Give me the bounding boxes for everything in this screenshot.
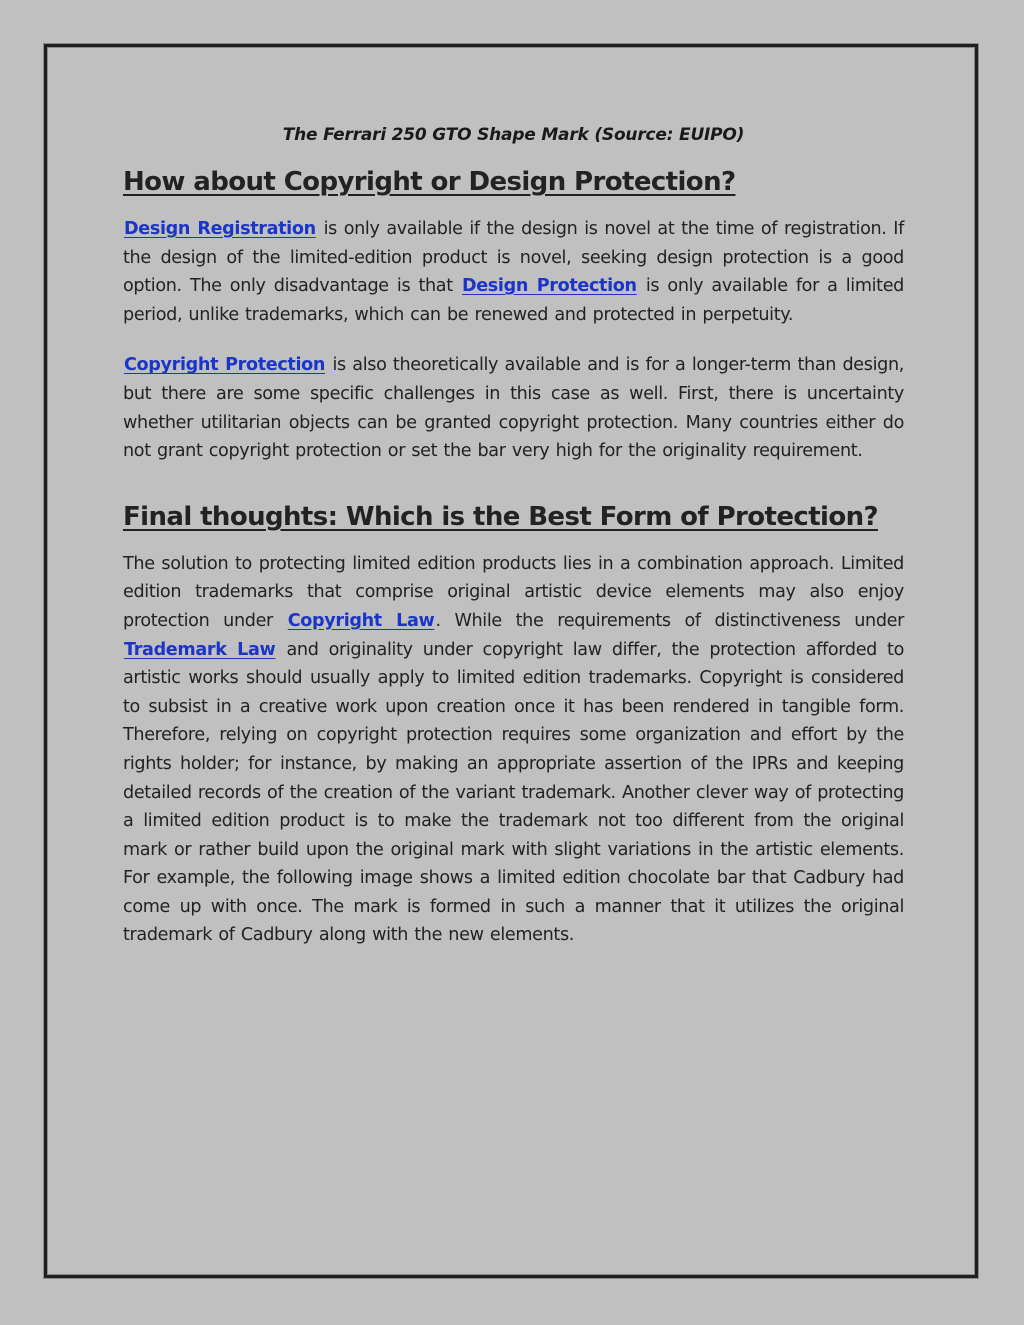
paragraph-text: and originality under copyright law differ, the protection afforded to artistic works should usually apply to limited edition trademarks. Copyright is considered to subsist in a creative work upon creation once it has been rendered in tangible form. Therefore, relying on copyright protection requires some organization and effort by the rights holder; for instance, by making an appropriate assertion of the IPRs and keeping detailed records of the creation of the variant trademark. Another clever way of protecting a limited edition product is to make the trademark not too different from the original mark or rather build upon the original mark with slight variations in the artistic elements. For example, the following image shows a limited edition chocolate bar that Cadbury had come up with once. The mark is formed in such a manner that it utilizes the original trademark of Cadbury along with the new elements. [123, 639, 904, 946]
section-heading-copyright-design: How about Copyright or Design Protection? [123, 167, 736, 197]
paragraph-text: . While the requirements of distinctiveness under [435, 610, 905, 631]
paragraph-text: is only available if the design is novel at the time of registration. If the design of the limited-edition product is novel, seeking design protection is a good option. The only disadvantage is that [123, 219, 904, 297]
paragraph-text: The solution to protecting limited edition products lies in a combination approach. Limited edition trademarks that comprise original artistic device elements may also enjoy protection under [123, 553, 904, 631]
design-registration-link[interactable]: Design Registration [124, 219, 316, 239]
document-content [123, 125, 904, 972]
paragraph-solution [123, 550, 904, 950]
page-frame [44, 44, 978, 1278]
image-caption: The Ferrari 250 GTO Shape Mark (Source: EUIPO) [282, 125, 745, 145]
trademark-law-link[interactable]: Trademark Law [124, 639, 276, 660]
paragraph-copyright-protection [123, 351, 904, 465]
paragraph-design-registration [123, 215, 904, 329]
copyright-protection-link[interactable]: Copyright Protection [124, 355, 326, 376]
section-heading-final-thoughts: Final thoughts: Which is the Best Form of Protection? [123, 501, 878, 532]
paragraph-text: is only available for a limited period, unlike trademarks, which can be renewed and protected in perpetuity. [123, 276, 904, 325]
paragraph-text: is also theoretically available and is for a longer-term than design, but there are some specific challenges in this case as well. First, there is uncertainty whether utilitarian objects can be granted copyright protection. Many countries either do not grant copyright protection or set the bar very high for the originality requirement. [123, 355, 904, 462]
design-protection-link[interactable]: Design Protection [461, 276, 637, 297]
copyright-law-link[interactable]: Copyright Law [287, 610, 435, 631]
